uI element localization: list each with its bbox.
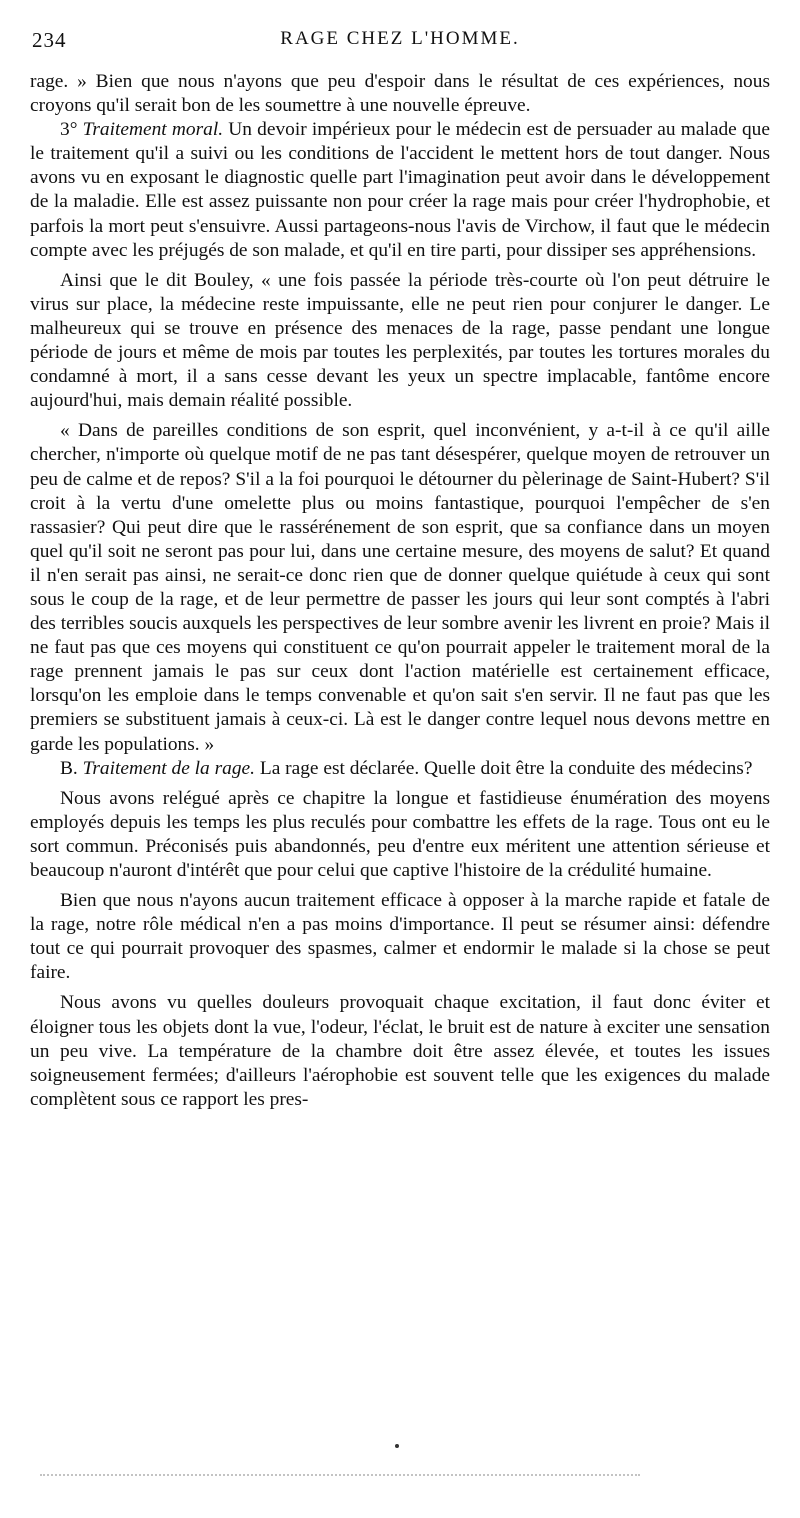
- paragraph-4: [30, 419, 770, 756]
- ink-speck: [395, 1444, 399, 1448]
- paragraph-text: Ainsi que le dit Bouley, « une fois passée la période très-courte où l'on peut détruire le virus sur place, la médecine reste impuissante, elle ne peut rien pour conjurer le danger. Le malheureux qui se trouve en présence des menaces de la rage, passe pendant une longue période de jours et même de mois par toutes les perplexités, par toutes les tortures morales du condamné à mort, il a sans cesse devant les yeux un spectre implacable, fantôme encore aujourd'hui, mais demain réalité possible.: [30, 269, 770, 412]
- page-header: [30, 28, 770, 58]
- section-heading: Traitement moral.: [82, 119, 224, 141]
- book-page: [30, 28, 770, 1112]
- body-text: [30, 70, 770, 1112]
- paragraph-text: Un devoir impérieux pour le médecin est de persuader au malade que le traitement qu'il a suivi ou les conditions de l'accident le mettent hors de tout danger. Nous avons vu en exposant le diagnostic quelle part l'imagination peut avoir dans le développement de la maladie. Elle est assez puissante non pour créer la rage mais pour créer l'hydrophobie, et parfois la mort peut s'ensuivre. Aussi partageons-nous l'avis de Virchow, il faut que le médecin compte avec les préjugés de son malade, et qu'il en tire parti, pour dissiper ses appréhensions.: [30, 119, 770, 261]
- section-heading: Traitement de la rage.: [82, 757, 255, 779]
- paragraph-5: [30, 757, 770, 781]
- section-number: 3°: [60, 119, 83, 141]
- paragraph-text: rage. » Bien que nous n'ayons que peu d'espoir dans le résultat de ces expériences, nous croyons qu'il serait bon de les soumettre à une nouvelle épreuve.: [30, 71, 770, 117]
- paragraph-text: Nous avons vu quelles douleurs provoquait chaque excitation, il faut donc éviter et éloigner tous les objets dont la vue, l'odeur, l'éclat, le bruit est de nature à exciter une sensation un peu vive. La température de la chambre doit être assez élevée, et toutes les issues soigneusement fermées; d'ailleurs l'aérophobie est souvent telle que les exigences du malade complètent sous ce rapport les pres-: [30, 992, 770, 1110]
- page-number: 234: [32, 28, 67, 52]
- paragraph-text: Nous avons relégué après ce chapitre la longue et fastidieuse énumération des moyens employés depuis les temps les plus reculés pour combattre les effets de la rage. Tous ont eu le sort commun. Préconisés puis abandonnés, peu d'entre eux méritent une attention sérieuse et beaucoup n'auront d'intérêt que pour celui que captive l'histoire de la crédulité humaine.: [30, 787, 770, 881]
- paragraph-text: « Dans de pareilles conditions de son esprit, quel inconvénient, y a-t-il à ce qu'il aille chercher, n'importe où quelque motif de ne pas tant désespérer, quelque moyen de retrouver un peu de calme et de repos? S'il a la foi pourquoi le détourner du pèlerinage de Saint-Hubert? S'il croit à la vertu d'une omelette plus ou moins fantastique, pourquoi l'empêcher de s'en rassasier? Qui peut dire que le rassérénement de son esprit, que sa confiance dans un moyen quel qu'il soit ne seront pas pour lui, dans une certaine mesure, des moyens de salut? Et quand il n'en serait pas ainsi, ne serait-ce donc rien que de donner quelque quiétude à ceux qui sont sous le coup de la rage, et de leur permettre de passer les jours qui leur sont comptés à l'abri des terribles soucis auxquels les perspectives de leur sombre avenir les livrent en proie? Mais il ne faut pas que ces moyens qui constituent ce qu'on pourrait appeler le traitement moral de la rage prennent jamais le pas sur ceux dont l'action matérielle est certainement efficace, lorsqu'on les emploie dans le temps convenable et qu'on sait s'en servir. Il ne faut pas que les premiers se substituent jamais à ceux-ci. Là est le danger contre lequel nous devons mettre en garde les populations. »: [30, 420, 770, 755]
- paragraph-1: [30, 70, 770, 118]
- scan-artifact-dots: [40, 1474, 640, 1476]
- paragraph-3: [30, 269, 770, 414]
- paragraph-text: La rage est déclarée. Quelle doit être la conduite des médecins?: [255, 757, 753, 779]
- paragraph-7: [30, 889, 770, 985]
- paragraph-text: Bien que nous n'ayons aucun traitement efficace à opposer à la marche rapide et fatale de la rage, notre rôle médical n'en a pas moins d'importance. Il peut se résumer ainsi: défendre tout ce qui pourrait provoquer des spasmes, calmer et endormir le malade si la chose se peut faire.: [30, 890, 770, 984]
- section-letter: B.: [60, 757, 83, 779]
- running-title: RAGE CHEZ L'HOMME.: [280, 28, 520, 49]
- paragraph-6: [30, 787, 770, 883]
- paragraph-2: [30, 118, 770, 263]
- paragraph-8: [30, 991, 770, 1111]
